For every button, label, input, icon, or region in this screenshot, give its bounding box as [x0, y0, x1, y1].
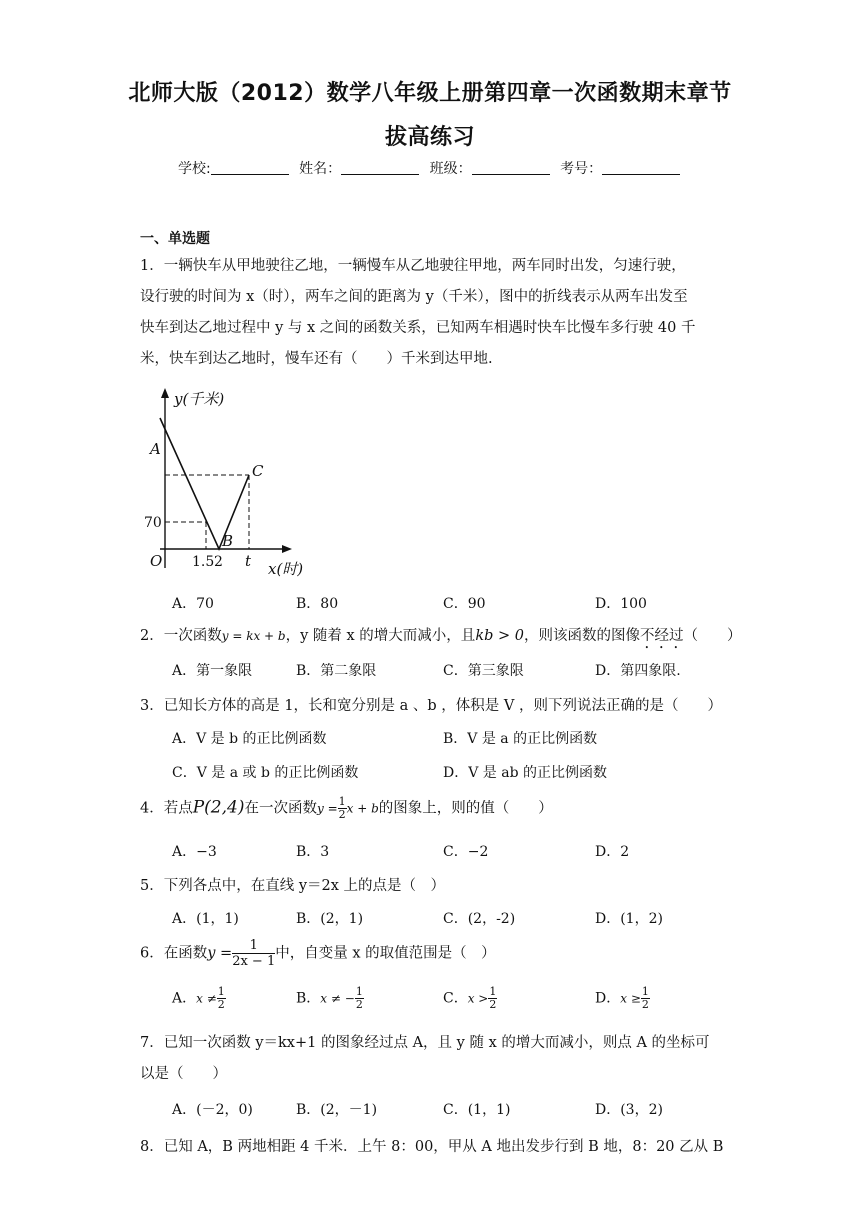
school-blank: [211, 160, 289, 175]
q6-option-c-label: C．: [443, 990, 468, 1007]
q6-func-left: y =: [207, 945, 233, 962]
q5-option-a[interactable]: A．(1，1): [172, 911, 239, 927]
q2-option-a[interactable]: A．第一象限: [172, 663, 253, 679]
q6-option-a-frac: [217, 986, 226, 1011]
q1-option-c[interactable]: C．90: [443, 596, 486, 612]
y-tick-70: 70: [144, 515, 162, 531]
name-label: 姓名：: [299, 161, 342, 177]
exam-no-blank: [602, 160, 680, 175]
q1-option-d[interactable]: D．100: [595, 596, 647, 612]
q3-option-c[interactable]: C．V 是 a 或 b 的正比例函数: [172, 765, 359, 781]
q1-line-2: 设行驶的时间为 x（时），两车之间的距离为 y（千米），图中的折线表示从两车出发至: [140, 289, 688, 305]
q4-point: P(2,4): [192, 797, 245, 818]
q6-option-b-rel: x ≠ −: [320, 991, 355, 1006]
q6-prefix: 6．在函数: [140, 945, 208, 962]
q3-option-b[interactable]: B．V 是 a 的正比例函数: [443, 731, 598, 747]
q3-option-a[interactable]: A．V 是 b 的正比例函数: [172, 731, 327, 747]
q5-option-b[interactable]: B．(2，1): [296, 911, 364, 927]
q7-line-2: 以是（ ）: [140, 1066, 227, 1082]
point-a-label: A: [150, 440, 161, 458]
page-title-line2: 拔高练习: [384, 125, 475, 150]
q5-stem: 5．下列各点中，在直线 y＝2x 上的点是（ ）: [140, 878, 446, 894]
q6-option-d[interactable]: [595, 986, 650, 1011]
q1-graph: [138, 384, 310, 580]
class-blank: [472, 160, 550, 175]
q6-fraction: [232, 938, 275, 969]
q6-suffix: 中，自变量 x 的取值范围是（ ）: [275, 945, 496, 962]
q4-fraction: [338, 796, 347, 821]
q6-option-d-frac: [641, 986, 650, 1011]
q6-option-c-rel: x >: [467, 991, 489, 1006]
q6-option-b-den: 2: [355, 998, 363, 1011]
q7-option-d[interactable]: D．(3，2): [595, 1102, 663, 1118]
name-blank: [341, 160, 419, 175]
q4-suffix: 的图象上，则的值（ ）: [378, 800, 553, 817]
q2-suffix: （ ）: [683, 628, 742, 644]
q1-line-1: 1．一辆快车从甲地驶往乙地，一辆慢车从乙地驶往甲地，两车同时出发，匀速行驶，: [140, 258, 686, 274]
student-info: [178, 158, 686, 178]
q6-option-d-den: 2: [641, 998, 649, 1011]
q4-option-d[interactable]: D．2: [595, 844, 630, 860]
q6-option-a[interactable]: [172, 986, 226, 1011]
q4-option-c[interactable]: C．−2: [443, 844, 489, 860]
q5-option-d[interactable]: D．(1，2): [595, 911, 663, 927]
q6-option-d-label: D．: [595, 990, 621, 1007]
q2-option-b[interactable]: B．第二象限: [296, 663, 377, 679]
q4-option-a[interactable]: A．−3: [172, 844, 217, 860]
exam-no-label: 考号：: [560, 161, 603, 177]
q6-frac-den: 2x − 1: [232, 954, 276, 969]
q4-stem: [140, 796, 553, 821]
x-axis-label: x(时): [268, 560, 304, 578]
q6-option-a-num: 1: [217, 985, 225, 998]
section-heading: 一、单选题: [140, 231, 210, 247]
q6-option-b-frac: [355, 986, 364, 1011]
q6-option-d-num: 1: [641, 985, 649, 998]
y-axis-label: y(千米): [174, 390, 225, 408]
q7-line-1: 7．已知一次函数 y＝kx+1 的图象经过点 A，且 y 随 x 的增大而减小，则点 A 的坐标可: [140, 1035, 710, 1051]
page-title-line1: 北师大版（2012）数学八年级上册第四章一次函数期末章节: [128, 81, 732, 106]
q7-option-b[interactable]: B．(2，－1): [296, 1102, 378, 1118]
q2-stem: [140, 624, 741, 652]
q6-option-d-rel: x ≥: [620, 991, 641, 1006]
origin-label: O: [150, 552, 163, 570]
q4-prefix: 4．若点: [140, 800, 193, 817]
q2-option-d[interactable]: D．第四象限.: [595, 663, 681, 679]
q6-option-a-label: A．: [172, 990, 197, 1007]
q2-condition: kb > 0: [475, 628, 524, 644]
q3-stem: 3．已知长方体的高是 1，长和宽分别是 a 、b ，体积是 V ，则下列说法正确的是（ ）: [140, 698, 723, 714]
q2-formula: y = kx + b: [221, 629, 286, 643]
q6-option-c[interactable]: [443, 986, 497, 1011]
q4-option-b[interactable]: B．3: [296, 844, 330, 860]
q7-option-a[interactable]: A．(－2，0): [172, 1102, 253, 1118]
point-b-label: B: [222, 532, 234, 550]
q6-option-b-num: 1: [355, 985, 363, 998]
q1-line-4: 米，快车到达乙地时，慢车还有（ ）千米到达甲地.: [140, 351, 493, 367]
school-label: 学校:: [178, 161, 211, 177]
q2-emphasis: 不经过: [639, 628, 684, 644]
x-tick-t: t: [245, 552, 252, 570]
q6-frac-num: 1: [232, 938, 275, 954]
q4-mid: 在一次函数: [244, 800, 317, 817]
x-axis-arrow: [282, 545, 292, 553]
y-axis-arrow: [161, 388, 169, 398]
q1-option-b[interactable]: B．80: [296, 596, 339, 612]
q6-option-c-num: 1: [489, 985, 497, 998]
q2-mid2: ，则该函数的图像: [523, 628, 640, 644]
point-c-label: C: [252, 462, 264, 480]
q5-option-c[interactable]: C．(2，-2): [443, 911, 516, 927]
q7-option-c[interactable]: C．(1，1): [443, 1102, 511, 1118]
q2-mid1: ，y 随着 x 的增大而减小，且: [285, 628, 476, 644]
q6-option-b-label: B．: [296, 990, 321, 1007]
q8-stem: 8．已知 A，B 两地相距 4 千米．上午 8：00，甲从 A 地出发步行到 B 地，8：20 乙从 B: [140, 1139, 724, 1155]
q6-stem: [140, 938, 496, 969]
q2-option-c[interactable]: C．第三象限: [443, 663, 524, 679]
q6-option-c-frac: [488, 986, 497, 1011]
x-tick-2: 2: [214, 554, 223, 570]
distance-polyline: [160, 418, 249, 549]
q2-prefix: 2．一次函数: [140, 628, 222, 644]
x-tick-1-5: 1.5: [192, 554, 215, 570]
q6-option-a-den: 2: [217, 998, 225, 1011]
class-label: 班级：: [429, 161, 472, 177]
q4-frac-den: 2: [338, 808, 346, 821]
q3-option-d[interactable]: D．V 是 ab 的正比例函数: [443, 765, 607, 781]
q6-option-a-rel: x ≠: [196, 991, 217, 1006]
q1-line-3: 快车到达乙地过程中 y 与 x 之间的函数关系，已知两车相遇时快车比慢车多行驶 40 千: [140, 320, 696, 336]
q1-option-a[interactable]: A．70: [172, 596, 214, 612]
q4-frac-num: 1: [338, 795, 346, 808]
q4-func-right: x + b: [346, 801, 379, 816]
q6-option-b[interactable]: [296, 986, 364, 1011]
q6-option-c-den: 2: [489, 998, 497, 1011]
q4-func-left: y =: [316, 801, 338, 816]
